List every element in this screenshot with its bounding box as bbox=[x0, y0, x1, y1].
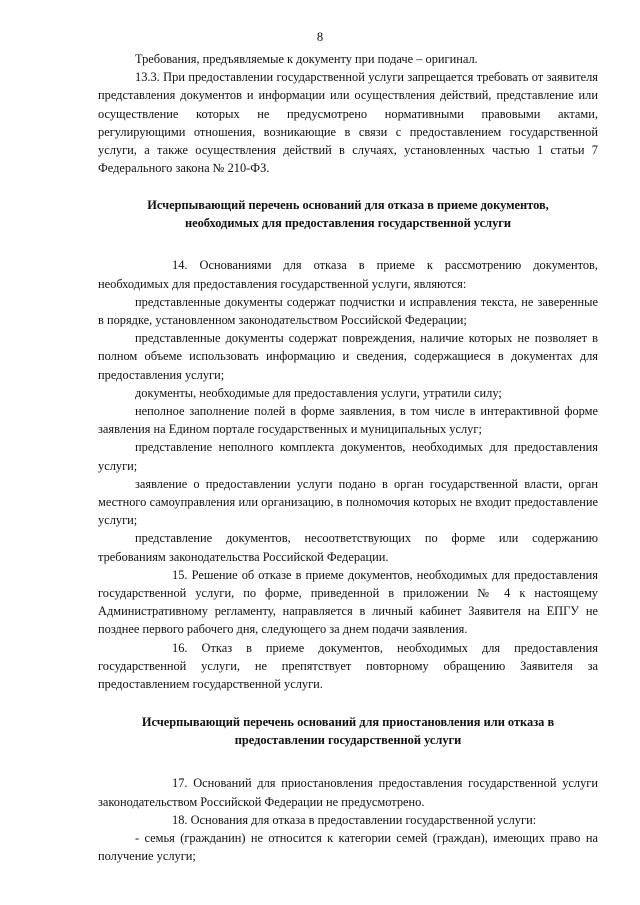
list-item: - семья (гражданин) не относится к категории семей (граждан), имеющих право на получение услуги; bbox=[98, 830, 598, 864]
list-item: представление документов, несоответствующих по форме или содержанию требованиям законодательства Российской Федерации. bbox=[98, 531, 598, 564]
list-item: представленные документы содержат повреждения, наличие которых не позволяет в полном объеме использовать информацию и сведения, содержащиеся в документах для предоставления услуги; bbox=[98, 331, 598, 382]
numbered-item bbox=[98, 811, 598, 829]
list-item: представленные документы содержат подчистки и исправления текста, не заверенные в порядке, установленном законодательством Российской Федерации; bbox=[98, 294, 598, 328]
item-text: Решение об отказе в приеме документов, необходимых для предоставления государственной услуги, по форме, приведенной в приложении № 4 к настоящему Административному регламенту, направляется в личный кабинет Заявителя на ЕПГУ не позднее первого рабочего дня, следующего за днем подачи заявления. bbox=[98, 567, 598, 637]
item-text: Основаниями для отказа в приеме к рассмотрению документов, необходимых для предоставления государственной услуги, являются: bbox=[98, 258, 598, 291]
item-number: 16. bbox=[172, 640, 188, 655]
list-item: заявление о предоставлении услуги подано в орган государственной власти, орган местного самоуправления или организацию, в полномочия которых не входит предоставление услуги; bbox=[98, 476, 598, 528]
item-number: 17. bbox=[172, 776, 188, 791]
item-number: 14. bbox=[172, 258, 188, 273]
item-text: Отказ в приеме документов, необходимых для предоставления государственной услуги, не препятствует повторному обращению Заявителя за предоставлением государственной услуги. bbox=[98, 640, 598, 692]
paragraph: 13.3. При предоставлении государственной услуги запрещается требовать от заявителя представления документов и информации или осуществления действий, представление или осуществление которых не предусмотрено нормативными правовыми актами, регулирующими отношения, возникающие в связи с предоставлением государственной услуги, а также осуществления действий в случаях, установленных частью 1 статьи 7 Федерального закона № 210-ФЗ. bbox=[98, 70, 598, 176]
section-heading bbox=[98, 197, 598, 232]
section-heading-line: Исчерпывающий перечень оснований для отказа в приеме документов, bbox=[147, 198, 549, 213]
list-item: неполное заполнение полей в форме заявления, в том числе в интерактивной форме заявления на Едином портале государственных и муниципальных услуг; bbox=[98, 404, 598, 437]
numbered-item bbox=[98, 566, 598, 639]
section-heading-line: Исчерпывающий перечень оснований для приостановления или отказа в bbox=[141, 715, 555, 730]
numbered-item bbox=[98, 774, 598, 810]
paragraph: Требования, предъявляемые к документу при подаче – оригинал. bbox=[135, 52, 478, 66]
section-heading bbox=[98, 714, 598, 749]
item-text: Основания для отказа в предоставлении государственной услуги: bbox=[190, 812, 537, 827]
page-number: 8 bbox=[316, 30, 324, 44]
item-number: 18. bbox=[172, 812, 188, 827]
list-item: документы, необходимые для предоставления услуги, утратили силу; bbox=[135, 385, 502, 400]
numbered-item bbox=[98, 256, 598, 292]
section-heading-line: необходимых для предоставления государственной услуги bbox=[184, 215, 512, 230]
section-heading-line: предоставлении государственной услуги bbox=[234, 732, 462, 747]
numbered-item bbox=[98, 639, 598, 694]
list-item: представление неполного комплекта документов, необходимых для предоставления услуги; bbox=[98, 440, 598, 473]
item-text: Оснований для приостановления предоставления государственной услуги законодательством Российской Федерации не предусмотрено. bbox=[98, 776, 598, 809]
item-number: 15. bbox=[172, 567, 188, 582]
document-body bbox=[98, 50, 598, 865]
